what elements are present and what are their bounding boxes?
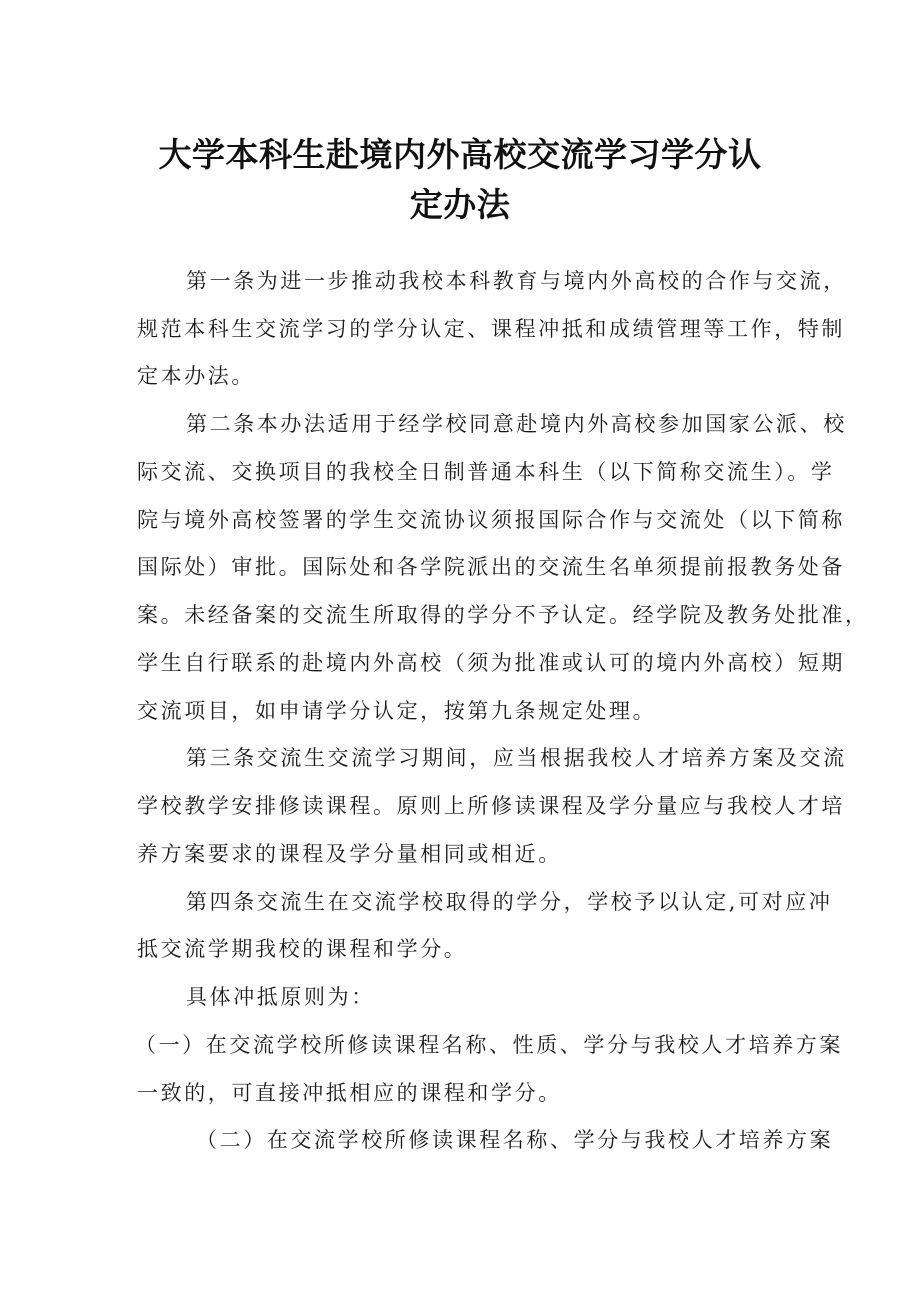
article-2-line-3: 院与境外高校签署的学生交流协议须报国际合作与交流处（以下简称: [137, 508, 845, 532]
article-3-line-3: 养方案要求的课程及学分量相同或相近。: [137, 842, 562, 866]
article-1-line-1: 第一条为进一步推动我校本科教育与境内外高校的合作与交流，: [186, 269, 847, 293]
item-1-line-2: 一致的，可直接冲抵相应的课程和学分。: [137, 1081, 562, 1105]
offset-principles-heading: 具体冲抵原则为：: [186, 985, 375, 1009]
article-2-line-2: 际交流、交换项目的我校全日制普通本科生（以下简称交流生）。学: [137, 460, 835, 484]
article-2-line-1: 第二条本办法适用于经学校同意赴境内外高校参加国家公派、校: [186, 412, 847, 436]
article-4-line-1: 第四条交流生在交流学校取得的学分，学校予以认定,可对应冲: [186, 890, 833, 914]
article-1-line-3: 定本办法。: [137, 364, 255, 388]
document-title-line-1: 大学本科生赴境内外高校交流学习学分认: [158, 135, 762, 174]
article-3-line-2: 学校教学安排修读课程。原则上所修读课程及学分量应与我校人才培: [137, 794, 845, 818]
article-2-line-7: 交流项目，如申请学分认定，按第九条规定处理。: [137, 699, 657, 723]
article-1-line-2: 规范本科生交流学习的学分认定、课程冲抵和成绩管理等工作，特制: [137, 317, 845, 341]
article-4-line-2: 抵交流学期我校的课程和学分。: [137, 937, 468, 961]
article-2-line-4: 国际处）审批。国际处和各学院派出的交流生名单须提前报教务处备: [137, 555, 845, 579]
article-2-line-5: 案。未经备案的交流生所取得的学分不予认定。经学院及教务处批准，: [137, 603, 869, 627]
article-3-line-1: 第三条交流生交流学习期间，应当根据我校人才培养方案及交流: [186, 746, 847, 770]
item-1-line-1: （一）在交流学校所修读课程名称、性质、学分与我校人才培养方案: [135, 1033, 843, 1057]
item-2-line-1: （二）在交流学校所修读课程名称、学分与我校人才培养方案: [196, 1128, 834, 1152]
article-2-line-6: 学生自行联系的赴境内外高校（须为批准或认可的境内外高校）短期: [137, 651, 845, 675]
document-title-line-2: 定办法: [409, 185, 511, 224]
